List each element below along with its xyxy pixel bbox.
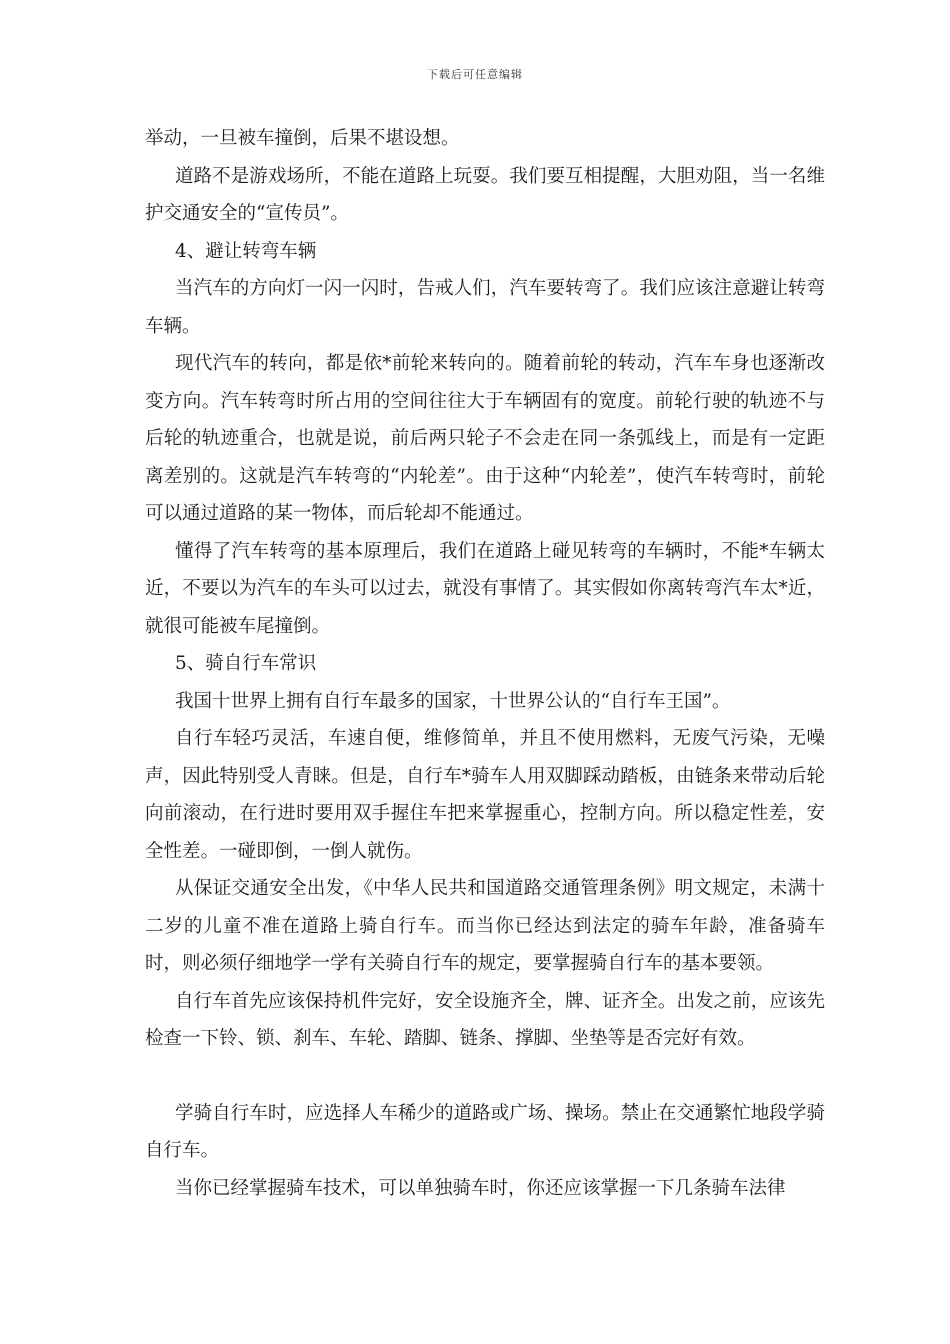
paragraph: 道路不是游戏场所，不能在道路上玩耍。我们要互相提醒，大胆劝阻，当一名维护交通安全的“宣传员”。 — [145, 165, 825, 224]
paragraph: 懂得了汽车转弯的基本原理后，我们在道路上碰见转弯的车辆时，不能*车辆太近，不要以为汽车的车头可以过去，就没有事情了。其实假如你离转弯汽车太*近，就很可能被车尾撞倒。 — [145, 540, 825, 637]
document-body — [145, 120, 825, 1207]
paragraph: 当汽车的方向灯一闪一闪时，告戒人们，汽车要转弯了。我们应该注意避让转弯车辆。 — [145, 278, 825, 337]
paragraph: 现代汽车的转向，都是依*前轮来转向的。随着前轮的转动，汽车车身也逐渐改变方向。汽车转弯时所占用的空间往往大于车辆固有的宽度。前轮行驶的轨迹不与后轮的轨迹重合，也就是说，前后两只轮子不会走在同一条弧线上，而是有一定距离差别的。这就是汽车转弯的“内轮差”。由于这种“内轮差”，使汽车转弯时，前轮可以通过道路的某一物体，而后轮却不能通过。 — [145, 353, 825, 524]
paragraph-continuation: 举动，一旦被车撞倒，后果不堪设想。 — [145, 128, 460, 149]
paragraph: 自行车首先应该保持机件完好，安全设施齐全，牌、证齐全。出发之前，应该先检查一下铃、锁、刹车、车轮、踏脚、链条、撑脚、坐垫等是否完好有效。 — [145, 990, 825, 1049]
paragraph: 当你已经掌握骑车技术，可以单独骑车时，你还应该掌握一下几条骑车法律 — [175, 1177, 786, 1199]
paragraph: 学骑自行车时，应选择人车稀少的道路或广场、操场。禁止在交通繁忙地段学骑自行车。 — [145, 1102, 825, 1161]
paragraph: 从保证交通安全出发，《中华人民共和国道路交通管理条例》明文规定，未满十二岁的儿童不准在道路上骑自行车。而当你已经达到法定的骑车年龄，准备骑车时，则必须仔细地学一学有关骑自行车的规定，要掌握骑自行车的基本要领。 — [145, 878, 825, 974]
paragraph: 自行车轻巧灵活，车速自便，维修简单，并且不使用燃料，无废气污染，无噪声，因此特别受人青睐。但是，自行车*骑车人用双脚踩动踏板，由链条来带动后轮向前滚动，在行进时要用双手握住车把来掌握重心，控制方向。所以稳定性差，安全性差。一碰即倒，一倒人就伤。 — [145, 728, 825, 862]
blank-line — [145, 1058, 825, 1095]
page-header: 下载后可任意编辑 — [427, 68, 523, 81]
paragraph: 我国十世界上拥有自行车最多的国家，十世界公认的“自行车王国”。 — [175, 690, 731, 712]
section-heading: 4、避让转弯车辆 — [175, 240, 317, 262]
section-heading: 5、骑自行车常识 — [175, 653, 317, 674]
